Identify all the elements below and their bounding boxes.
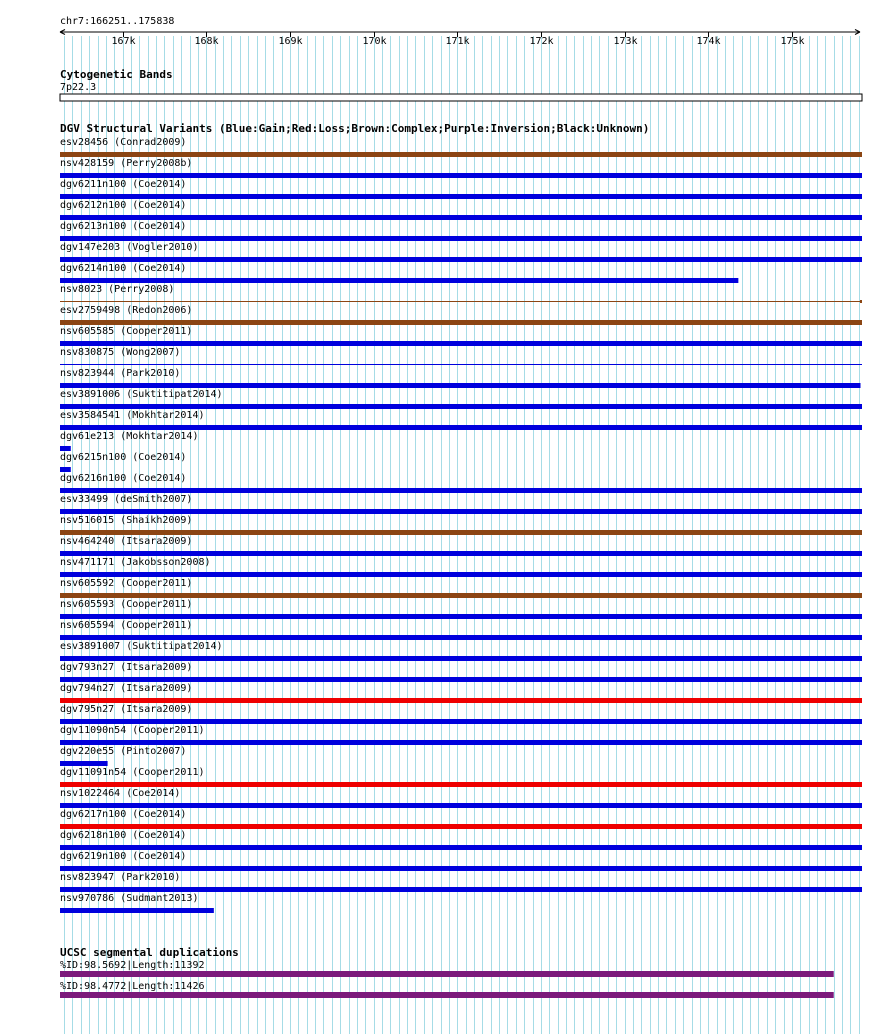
- feature-label[interactable]: nsv516015 (Shaikh2009): [60, 515, 193, 526]
- feature-label[interactable]: esv3584541 (Mokhtar2014): [60, 410, 205, 421]
- feature-bar[interactable]: [60, 383, 860, 388]
- feature-label[interactable]: nsv1022464 (Coe2014): [60, 788, 181, 799]
- feature-label[interactable]: nsv605594 (Cooper2011): [60, 620, 193, 631]
- feature-bar[interactable]: [60, 908, 214, 913]
- feature-bar[interactable]: [60, 236, 862, 241]
- feature-label[interactable]: dgv6219n100 (Coe2014): [60, 851, 187, 862]
- feature-bar[interactable]: [60, 404, 862, 409]
- feature-label[interactable]: nsv471171 (Jakobsson2008): [60, 557, 211, 568]
- feature-bar[interactable]: [60, 824, 862, 829]
- feature-label[interactable]: dgv220e55 (Pinto2007): [60, 746, 187, 757]
- feature-bar[interactable]: [60, 614, 862, 619]
- ruler-tick-label: 171k: [445, 36, 470, 47]
- feature-label[interactable]: nsv464240 (Itsara2009): [60, 536, 193, 547]
- feature-label[interactable]: dgv6213n100 (Coe2014): [60, 221, 187, 232]
- ruler-tick-label: 167k: [111, 36, 136, 47]
- feature-bar[interactable]: [60, 803, 862, 808]
- dgv-track-title: DGV Structural Variants (Blue:Gain;Red:Loss;Brown:Complex;Purple:Inversion;Black:Unknown): [60, 122, 650, 135]
- ruler-tick-label: 170k: [362, 36, 387, 47]
- feature-label[interactable]: nsv605593 (Cooper2011): [60, 599, 193, 610]
- feature-bar[interactable]: [60, 488, 862, 493]
- feature-label[interactable]: esv28456 (Conrad2009): [60, 137, 187, 148]
- feature-bar[interactable]: [60, 257, 862, 262]
- feature-label[interactable]: dgv11090n54 (Cooper2011): [60, 725, 205, 736]
- feature-label[interactable]: dgv6212n100 (Coe2014): [60, 200, 187, 211]
- coordinate-ruler: [60, 30, 860, 48]
- feature-label[interactable]: dgv6215n100 (Coe2014): [60, 452, 187, 463]
- feature-bar[interactable]: [60, 467, 71, 472]
- feature-bar[interactable]: [60, 173, 862, 178]
- feature-bar[interactable]: [60, 572, 862, 577]
- feature-bar[interactable]: [60, 656, 862, 661]
- feature-label[interactable]: nsv823944 (Park2010): [60, 368, 181, 379]
- feature-bar[interactable]: [60, 719, 862, 724]
- segdup-track-title: UCSC segmental duplications: [60, 946, 239, 959]
- feature-bar[interactable]: [60, 551, 862, 556]
- ruler-tick-label: 172k: [529, 36, 554, 47]
- feature-label[interactable]: dgv147e203 (Vogler2010): [60, 242, 199, 253]
- feature-label[interactable]: esv2759498 (Redon2006): [60, 305, 193, 316]
- ruler-tick-label: 173k: [613, 36, 638, 47]
- feature-bar[interactable]: [60, 425, 862, 430]
- feature-bar[interactable]: [60, 341, 862, 346]
- ruler-tick-label: 174k: [696, 36, 721, 47]
- dgv-features: [60, 137, 862, 913]
- segdup-bar[interactable]: [60, 971, 834, 977]
- feature-label[interactable]: nsv823947 (Park2010): [60, 872, 181, 883]
- segdup-bar[interactable]: [60, 992, 834, 998]
- feature-bar[interactable]: [60, 215, 862, 220]
- feature-label[interactable]: nsv970786 (Sudmant2013): [60, 893, 199, 904]
- cytoband-label: 7p22.3: [60, 82, 97, 93]
- feature-label[interactable]: dgv11091n54 (Cooper2011): [60, 767, 205, 778]
- feature-label[interactable]: esv33499 (deSmith2007): [60, 494, 193, 505]
- feature-bar[interactable]: [60, 635, 862, 640]
- feature-bar[interactable]: [60, 845, 862, 850]
- feature-bar[interactable]: [60, 194, 862, 199]
- feature-label[interactable]: dgv6211n100 (Coe2014): [60, 179, 187, 190]
- feature-bar[interactable]: [60, 866, 862, 871]
- feature-label[interactable]: nsv428159 (Perry2008b): [60, 158, 193, 169]
- feature-label[interactable]: dgv61e213 (Mokhtar2014): [60, 431, 199, 442]
- cytoband-track-title: Cytogenetic Bands: [60, 68, 173, 81]
- feature-bar[interactable]: [60, 152, 862, 157]
- feature-label[interactable]: nsv605585 (Cooper2011): [60, 326, 193, 337]
- feature-bar[interactable]: [60, 761, 108, 766]
- region-label: chr7:166251..175838: [60, 16, 175, 27]
- segdup-label[interactable]: %ID:98.5692|Length:11392: [60, 960, 205, 971]
- feature-bar[interactable]: [60, 677, 862, 682]
- ruler-ticks: [111, 32, 804, 47]
- ruler-tick-label: 169k: [278, 36, 303, 47]
- feature-label[interactable]: dgv6216n100 (Coe2014): [60, 473, 187, 484]
- feature-end-mark: [860, 300, 862, 303]
- feature-label[interactable]: nsv830875 (Wong2007): [60, 347, 181, 358]
- feature-bar[interactable]: [60, 320, 862, 325]
- feature-bar[interactable]: [60, 509, 862, 514]
- feature-bar[interactable]: [60, 593, 862, 598]
- feature-label[interactable]: nsv8023 (Perry2008): [60, 284, 175, 295]
- feature-label[interactable]: dgv6214n100 (Coe2014): [60, 263, 187, 274]
- ruler-tick-label: 175k: [780, 36, 805, 47]
- feature-bar[interactable]: [60, 278, 738, 283]
- feature-label[interactable]: dgv6218n100 (Coe2014): [60, 830, 187, 841]
- cytoband-bar: [60, 94, 862, 101]
- feature-bar[interactable]: [60, 740, 862, 745]
- ruler-tick-label: 168k: [194, 36, 219, 47]
- feature-bar[interactable]: [60, 782, 862, 787]
- feature-bar[interactable]: [60, 446, 71, 451]
- feature-bar[interactable]: [60, 698, 862, 703]
- feature-label[interactable]: esv3891007 (Suktitipat2014): [60, 641, 223, 652]
- feature-label[interactable]: dgv6217n100 (Coe2014): [60, 809, 187, 820]
- feature-label[interactable]: nsv605592 (Cooper2011): [60, 578, 193, 589]
- feature-bar[interactable]: [60, 887, 862, 892]
- segdup-label[interactable]: %ID:98.4772|Length:11426: [60, 981, 205, 992]
- feature-bar[interactable]: [60, 530, 862, 535]
- feature-label[interactable]: dgv793n27 (Itsara2009): [60, 662, 193, 673]
- feature-label[interactable]: dgv794n27 (Itsara2009): [60, 683, 193, 694]
- feature-label[interactable]: dgv795n27 (Itsara2009): [60, 704, 193, 715]
- feature-label[interactable]: esv3891006 (Suktitipat2014): [60, 389, 223, 400]
